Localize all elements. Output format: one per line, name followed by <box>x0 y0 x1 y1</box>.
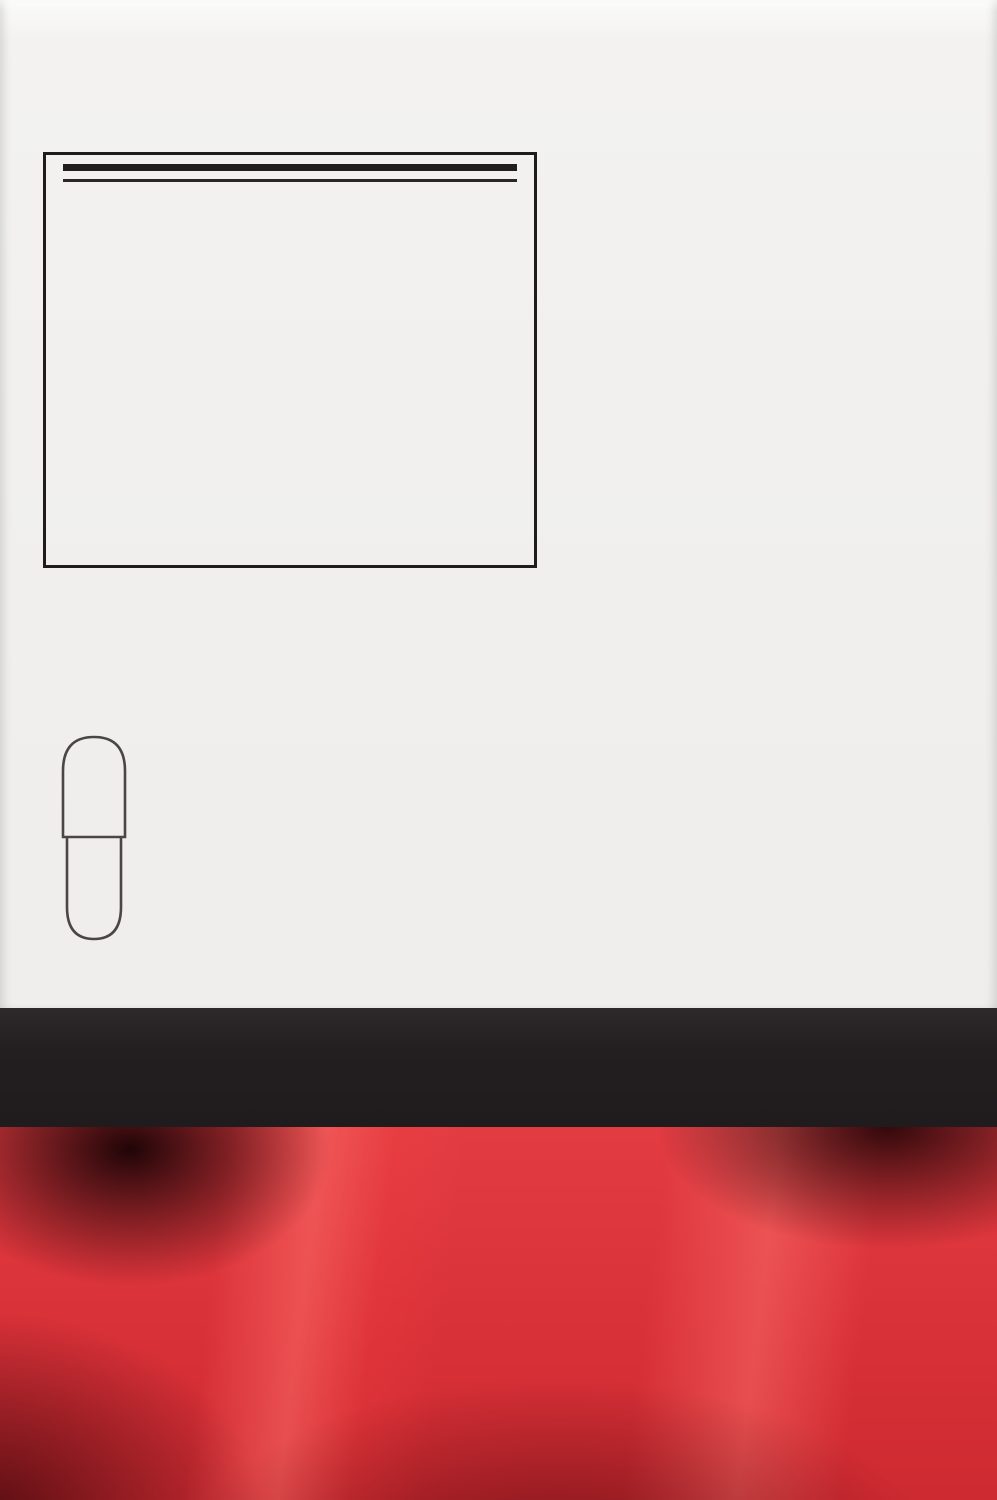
storage-info <box>573 632 971 657</box>
copyright-text <box>52 1054 81 1077</box>
daily-value-footnote <box>63 182 517 189</box>
red-foil-panel <box>0 1127 997 1500</box>
copyright-bar <box>0 1008 997 1127</box>
divider-thick <box>63 164 517 171</box>
facts-header-row <box>63 171 517 179</box>
capsule-icon <box>55 731 133 946</box>
manufacturer-info <box>573 838 971 897</box>
resale-note <box>152 853 538 879</box>
wave-pattern <box>0 1127 997 1500</box>
supplement-facts-panel <box>43 152 537 568</box>
